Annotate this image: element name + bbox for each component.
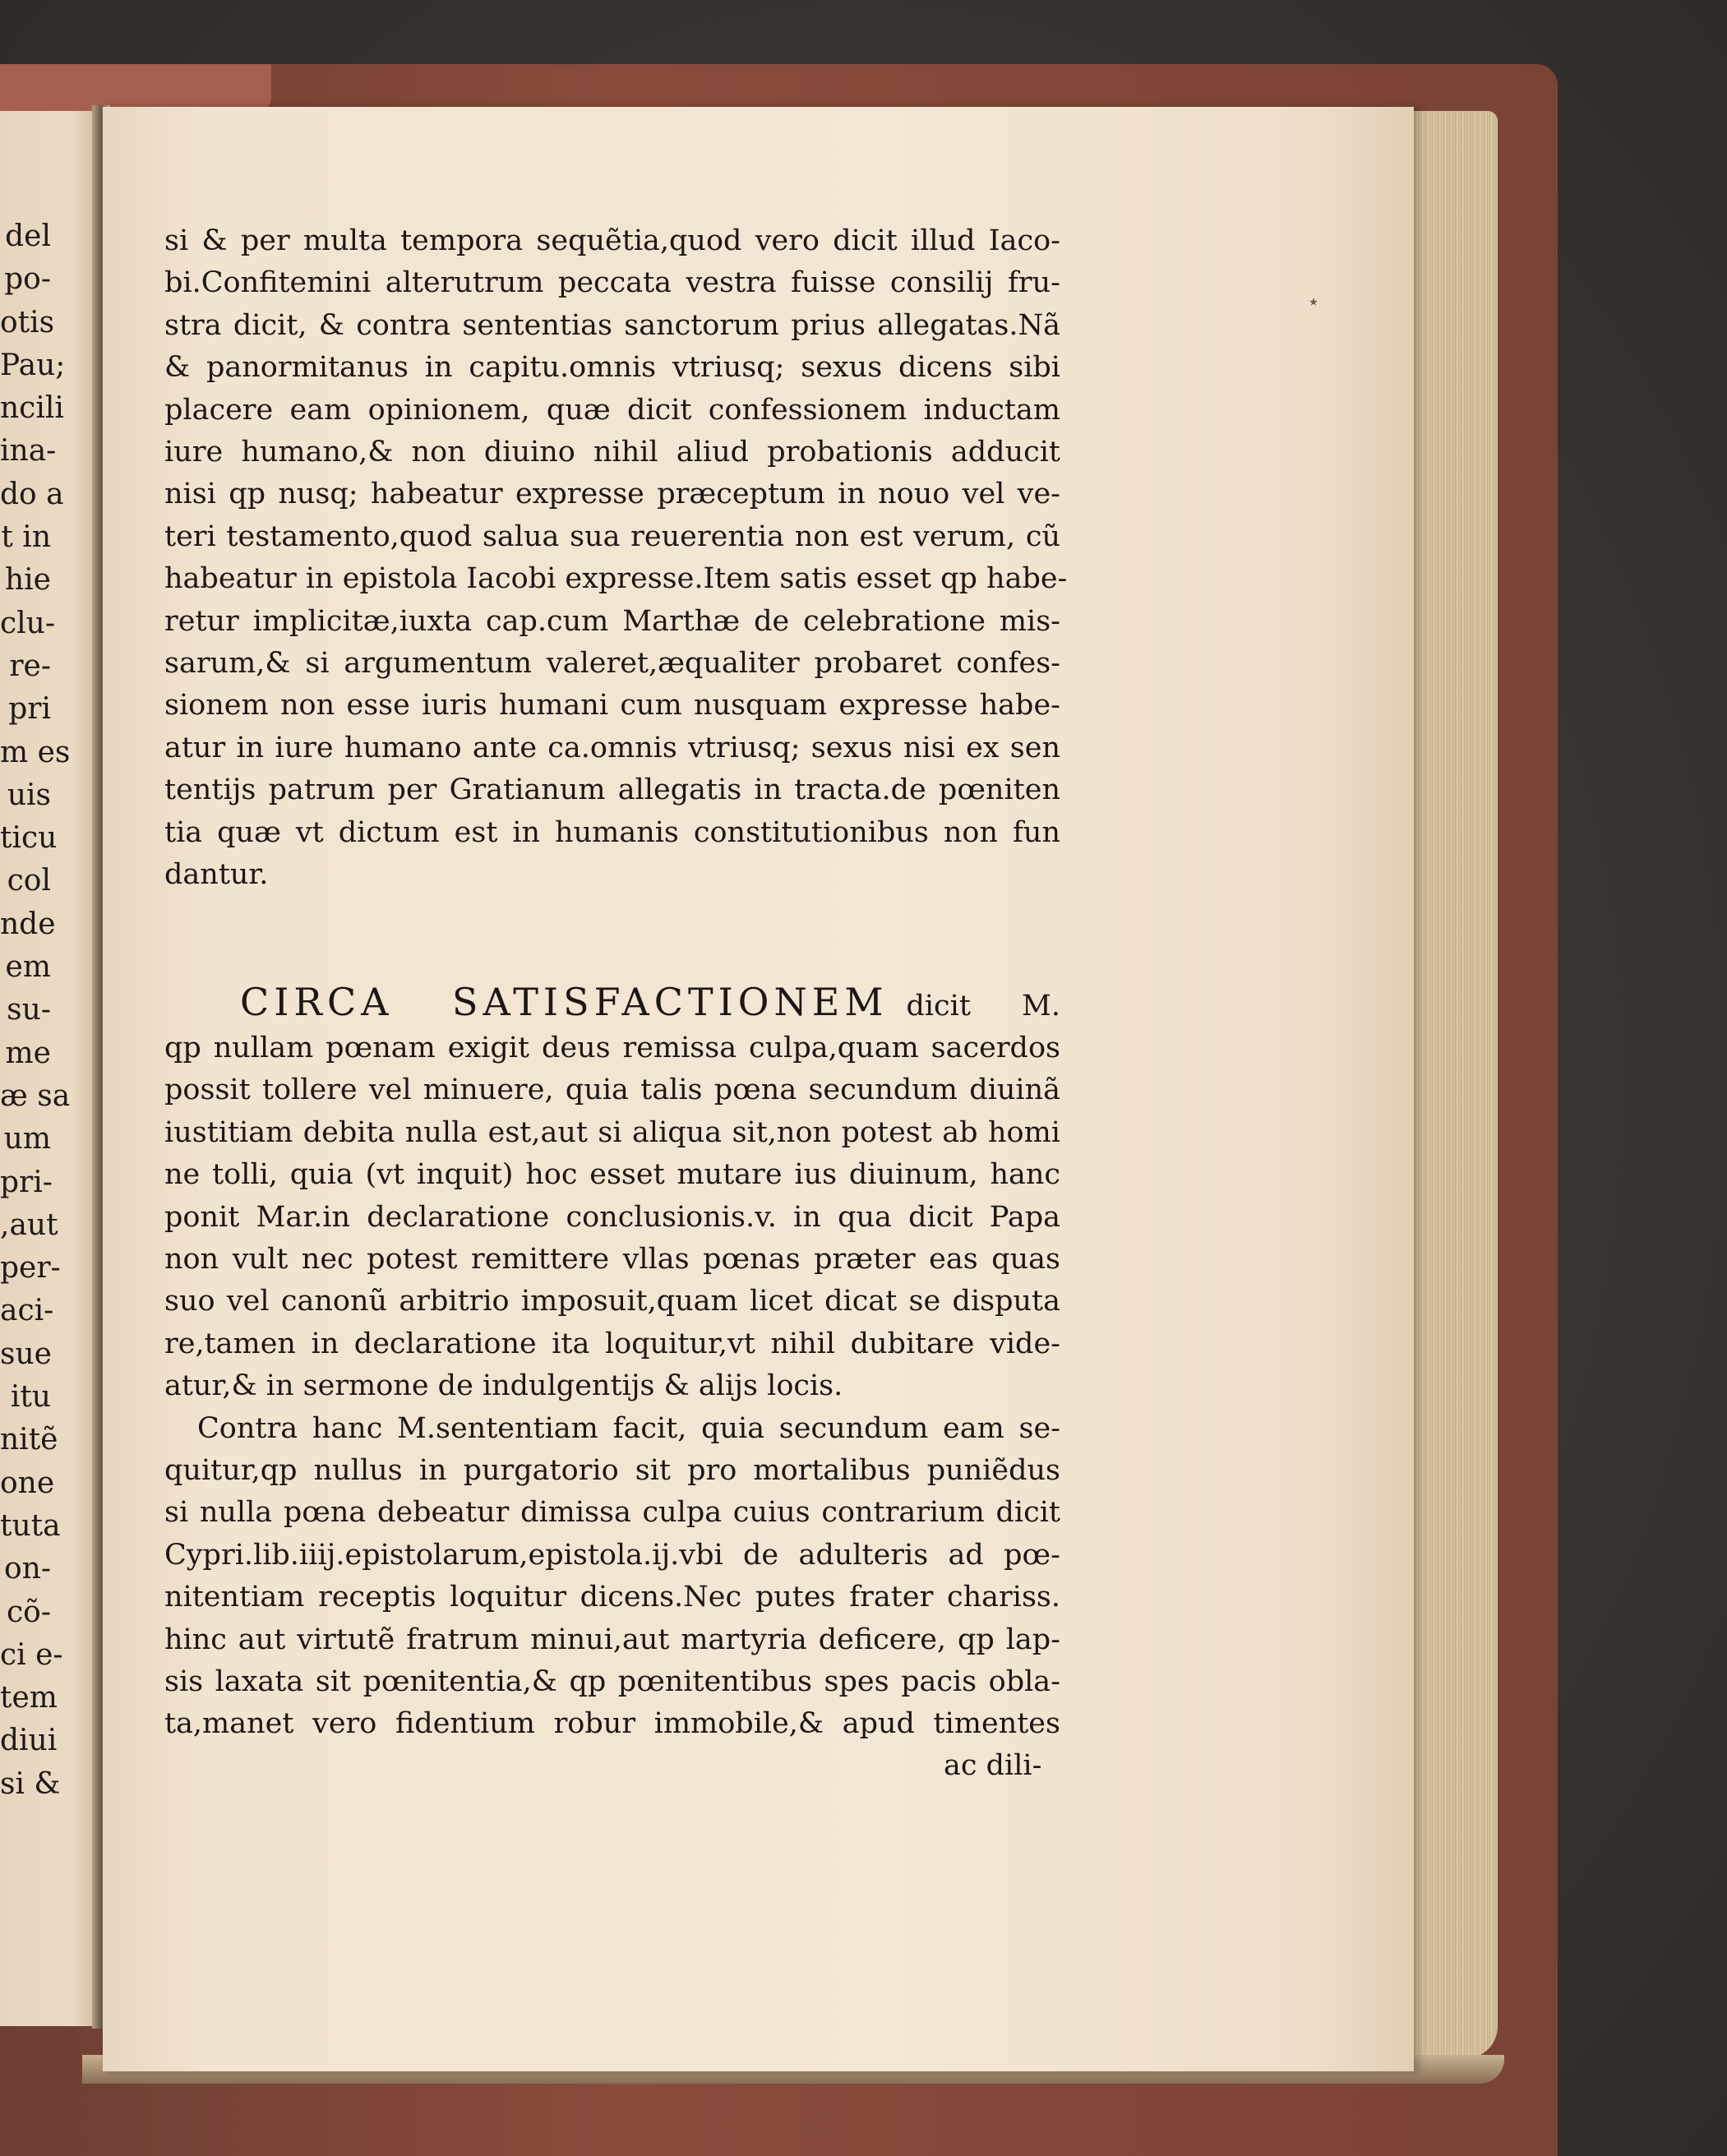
section-heading-continuation: dicit M. xyxy=(906,989,1060,1023)
catchword: ac dili- xyxy=(944,1749,1042,1782)
margin-mark: ٭ xyxy=(1309,292,1318,312)
left-margin-line: pri- xyxy=(0,1165,53,1199)
text-line: non vult nec potest remittere vllas pœnas præter eas quas xyxy=(164,1242,1060,1276)
left-margin-line: col xyxy=(7,864,51,898)
text-line: sarum,& si argumentum valeret,æqualiter probaret confes- xyxy=(164,647,1060,681)
left-margin-line: nde xyxy=(0,907,56,941)
left-margin-line: ncili xyxy=(0,391,64,426)
text-line: iustitiam debita nulla est,aut si aliqua sit,non potest ab homi xyxy=(164,1115,1060,1149)
left-margin-line: aci- xyxy=(0,1294,54,1328)
paragraph-contra xyxy=(164,1408,1060,1746)
text-line: si & per multa tempora sequẽtia,quod vero dicit illud Iaco- xyxy=(164,224,1060,257)
left-margin-line: itu xyxy=(10,1380,51,1415)
text-line: iure humano,& non diuino nihil aliud probationis adducit xyxy=(164,436,1060,469)
text-line: habeatur in epistola Iacobi expresse.Item satis esset qp habe- xyxy=(164,562,1068,596)
text-line: ta,manet vero fidentium robur immobile,& apud timentes xyxy=(164,1707,1060,1741)
text-line: sis laxata sit pœnitentia,& qp pœnitentibus spes pacis obla- xyxy=(164,1665,1060,1698)
page-edges xyxy=(1407,111,1498,2059)
text-line: teri testamento,quod salua sua reuerentia non est verum, cũ xyxy=(164,519,1060,553)
text-line: tia quæ vt dictum est in humanis constitutionibus non fun xyxy=(164,815,1060,849)
left-margin-line: nitẽ xyxy=(0,1423,58,1457)
left-margin-line: diui xyxy=(0,1724,58,1758)
text-line: si nulla pœna debeatur dimissa culpa cuius contrarium dicit xyxy=(164,1496,1060,1530)
left-margin-line: clu- xyxy=(0,606,56,640)
section-heading-line xyxy=(164,981,1060,1027)
left-margin-line: re- xyxy=(9,649,51,683)
left-margin-line: su- xyxy=(7,993,51,1027)
cover-headband xyxy=(0,64,271,113)
paragraph-satisfaction xyxy=(164,1027,1060,1408)
text-line: retur implicitæ,iuxta cap.cum Marthæ de celebratione mis- xyxy=(164,604,1060,638)
left-margin-line: tem xyxy=(0,1681,58,1715)
left-margin-line: æ sa xyxy=(0,1078,71,1113)
left-page-text-fragment xyxy=(0,215,71,1806)
left-margin-line: hie xyxy=(4,563,51,598)
left-margin-line: ina- xyxy=(0,434,57,469)
text-line: possit tollere vel minuere, quia talis pœna secundum diuinã xyxy=(164,1073,1060,1107)
text-line: & panormitanus in capitu.omnis vtriusq; sexus dicens sibi xyxy=(164,351,1060,385)
left-margin-line: po- xyxy=(4,262,51,297)
text-line: atur,& in sermone de indulgentijs & alijs locis. xyxy=(164,1369,843,1403)
left-margin-line: pri xyxy=(8,692,51,727)
left-margin-line: per- xyxy=(0,1251,61,1286)
text-line: qp nullam pœnam exigit deus remissa culpa,quam sacerdos xyxy=(164,1031,1060,1064)
text-line: stra dicit, & contra sententias sanctorum prius allegatas.Nã xyxy=(164,308,1060,342)
left-margin-line: um xyxy=(3,1122,51,1156)
section-gap xyxy=(164,897,1060,981)
left-margin-line: Pau; xyxy=(0,348,66,382)
section-heading: CIRCA SATISFACTIONEM xyxy=(240,979,889,1024)
text-line: nitentiam receptis loquitur dicens.Nec putes frater chariss. xyxy=(164,1581,1060,1614)
left-margin-line: sue xyxy=(0,1337,52,1371)
text-line: atur in iure humano ante ca.omnis vtriusq; sexus nisi ex sen xyxy=(164,731,1060,764)
text-line: hinc aut virtutẽ fratrum minui,aut martyria deficere, qp lap- xyxy=(164,1623,1060,1656)
paragraph-confession xyxy=(164,220,1068,897)
text-line: dantur. xyxy=(164,858,269,892)
text-line: ponit Mar.in declaratione conclusionis.v. in qua dicit Papa xyxy=(164,1200,1060,1234)
text-line: re,tamen in declaratione ita loquitur,vt nihil dubitare vide- xyxy=(164,1327,1060,1360)
text-line: tentijs patrum per Gratianum allegatis in tracta.de pœniten xyxy=(164,773,1060,807)
left-margin-line: del xyxy=(5,219,51,253)
text-line: Contra hanc M.sententiam facit, quia secundum eam se- xyxy=(197,1411,1060,1445)
left-margin-line: em xyxy=(5,950,51,985)
left-margin-line: do a xyxy=(0,477,64,511)
left-margin-line: on- xyxy=(3,1552,51,1586)
text-line: ne tolli, quia (vt inquit) hoc esset mutare ius diuinum, hanc xyxy=(164,1158,1060,1192)
main-text-block xyxy=(164,220,1068,1746)
text-line: suo vel canonũ arbitrio imposuit,quam licet dicat se disputa xyxy=(164,1285,1060,1318)
left-margin-line: ticu xyxy=(0,821,58,856)
left-margin-line: cõ- xyxy=(7,1595,51,1629)
text-line: placere eam opinionem, quæ dicit confessionem inductam xyxy=(164,393,1060,427)
text-line: Cypri.lib.iiij.epistolarum,epistola.ij.vbi de adulteris ad pœ- xyxy=(164,1538,1060,1572)
text-line: quitur,qp nullus in purgatorio sit pro mortalibus puniẽdus xyxy=(164,1453,1060,1487)
left-margin-line: me xyxy=(5,1036,51,1070)
text-line: nisi qp nusq; habeatur expresse præceptum in nouo vel ve- xyxy=(164,478,1060,511)
left-margin-line: one xyxy=(0,1466,55,1500)
left-margin-line: t in xyxy=(1,520,51,555)
left-margin-line: uis xyxy=(7,778,51,812)
text-line: bi.Confitemini alterutrum peccata vestra fuisse consilij fru- xyxy=(164,266,1060,300)
left-margin-line: si & xyxy=(0,1766,61,1801)
left-margin-line: tuta xyxy=(0,1508,61,1543)
left-margin-line: ci e- xyxy=(0,1637,63,1672)
text-line: sionem non esse iuris humani cum nusquam expresse habe- xyxy=(164,689,1060,723)
left-margin-line: ,aut xyxy=(0,1207,58,1242)
left-margin-line: m es xyxy=(0,735,71,769)
left-margin-line: otis xyxy=(0,305,55,339)
